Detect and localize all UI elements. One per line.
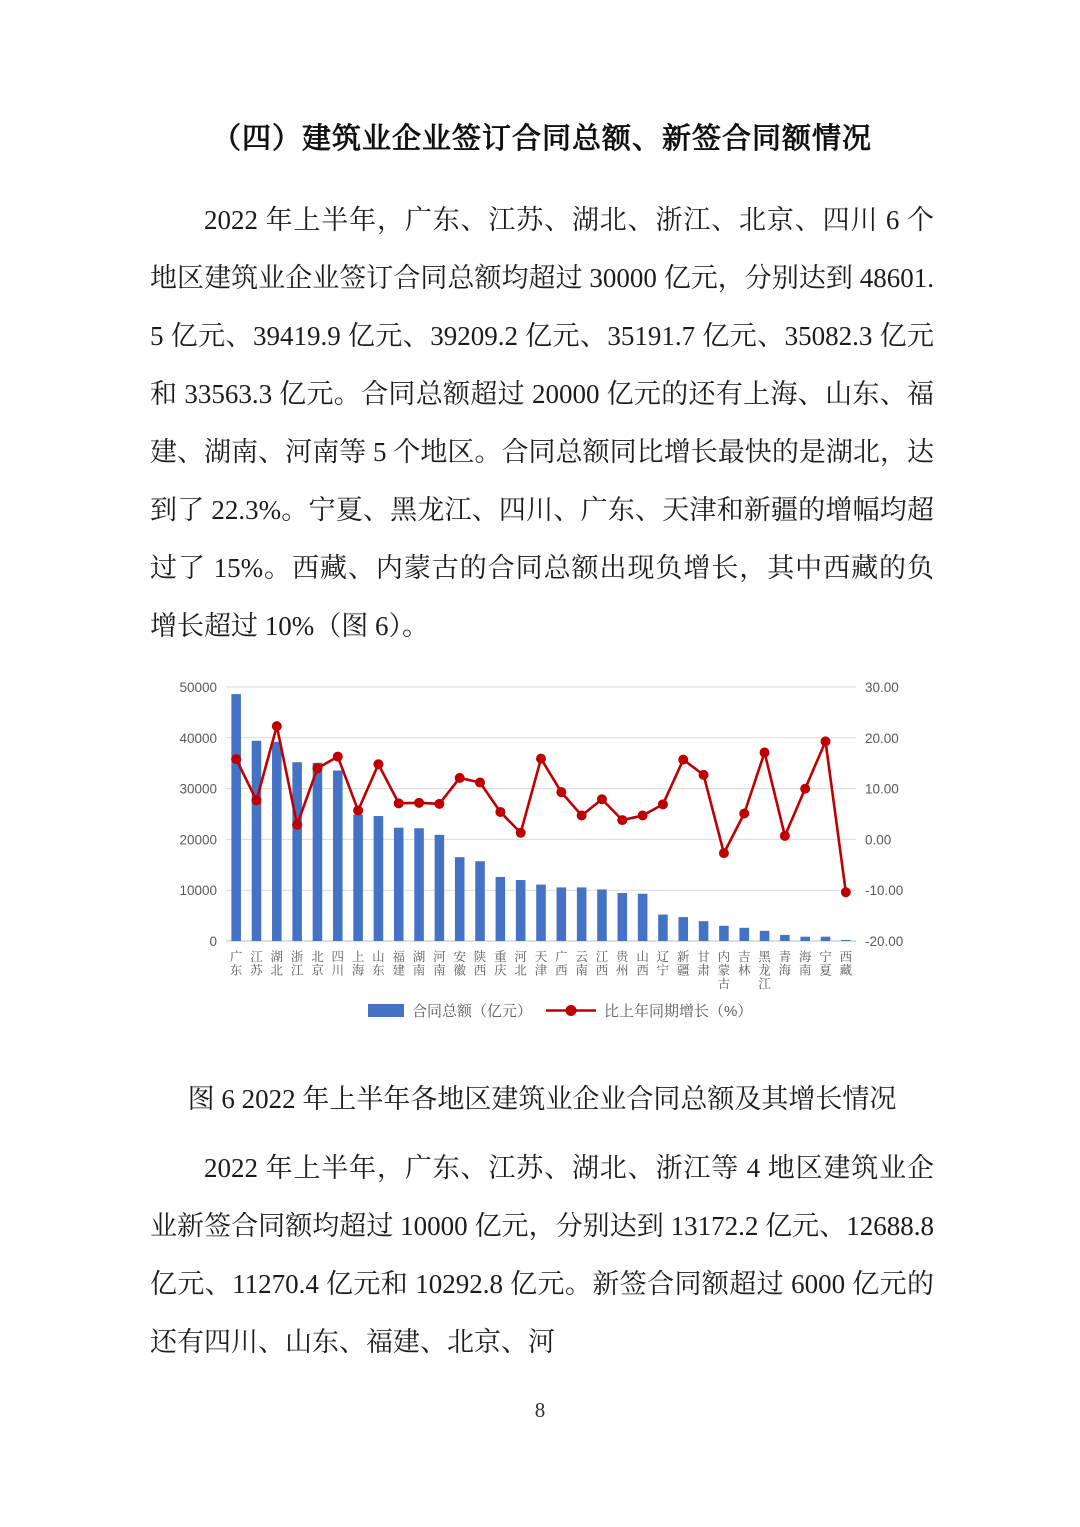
legend-bar-swatch — [368, 1004, 404, 1017]
chart-bar — [353, 815, 363, 941]
chart-bar — [252, 741, 262, 941]
svg-text:30000: 30000 — [179, 781, 217, 797]
chart-line-marker — [678, 755, 688, 765]
chart-line-marker — [699, 770, 709, 780]
chart-line-marker — [414, 798, 424, 808]
chart-x-label: 北京 — [311, 950, 324, 978]
chart-x-label: 安徽 — [453, 950, 466, 978]
legend-line-marker — [566, 1005, 577, 1016]
chart-x-label: 福建 — [392, 950, 405, 978]
chart-x-label: 天津 — [534, 950, 548, 978]
chart-line-series — [231, 721, 851, 897]
chart-line-marker — [821, 736, 831, 746]
page-number: 8 — [534, 1398, 546, 1422]
chart-line-marker — [516, 828, 526, 838]
legend-bar-label: 合同总额（亿元） — [412, 1003, 533, 1020]
chart-bar — [231, 694, 241, 941]
chart-line-marker — [719, 848, 729, 858]
chart-bar — [557, 887, 567, 941]
svg-text:-10.00: -10.00 — [865, 883, 904, 899]
chart-x-label: 吉林 — [737, 950, 751, 978]
chart-bar — [678, 917, 688, 941]
chart-x-label: 湖北 — [270, 950, 284, 978]
chart-x-label: 辽宁 — [656, 950, 670, 978]
chart-x-label: 甘肃 — [697, 950, 710, 978]
chart-right-axis-labels — [865, 680, 903, 949]
svg-text:40000: 40000 — [179, 730, 217, 746]
chart-line-marker — [373, 759, 383, 769]
chart-x-label: 云南 — [575, 950, 588, 978]
chart-bar — [699, 921, 709, 941]
chart-bar — [394, 828, 404, 941]
chart-line-marker — [556, 787, 566, 797]
body-paragraph-1: 2022 年上半年，广东、江苏、湖北、浙江、北京、四川 6 个地区建筑业企业签订合同总额均超过 30000 亿元，分别达到 48601.5 亿元、39419.9 亿元、39209.2 亿元、35191.7 亿元、35082.3 亿元和 33563.3 亿元。合同总额超过 20000 亿元的还有上海、山东、福建、湖南、河南等 5 个地区。合同总额同比增长最快的是湖北，达到了 22.3%。宁夏、黑龙江、四川、广东、天津和新疆的增幅均超过了 15%。西藏、内蒙古的合同总额出现负增长，其中西藏的负增长超过 10%（图 6）。 — [150, 205, 934, 641]
svg-text:20000: 20000 — [179, 832, 217, 848]
chart-line-marker — [760, 748, 770, 758]
combo-chart-svg — [150, 673, 934, 1065]
chart-x-label: 陕西 — [473, 950, 487, 978]
chart-bar — [292, 762, 302, 941]
svg-text:-20.00: -20.00 — [865, 934, 904, 949]
legend-line-label: 比上年同期增长（%） — [604, 1003, 753, 1020]
chart-x-label: 河南 — [433, 950, 446, 978]
chart-bar — [821, 937, 831, 941]
chart-x-label: 新疆 — [677, 950, 690, 978]
chart-x-label: 重庆 — [494, 950, 507, 978]
chart-x-label: 青海 — [778, 950, 792, 978]
chart-x-label: 贵州 — [616, 950, 629, 978]
chart-bar — [516, 880, 526, 941]
chart-bar — [719, 926, 729, 941]
chart-x-label: 广东 — [229, 950, 243, 978]
chart-bar — [780, 935, 790, 941]
chart-x-label: 黑龙江 — [758, 950, 771, 991]
chart-bar — [739, 928, 749, 941]
chart-bar — [414, 828, 424, 941]
chart-line-marker — [434, 799, 444, 809]
chart-bar — [638, 894, 648, 941]
chart-line-marker — [475, 778, 485, 788]
chart-line-marker — [617, 815, 627, 825]
chart-line-marker — [577, 811, 587, 821]
chart-x-label: 四川 — [331, 950, 345, 978]
chart-line — [236, 726, 846, 892]
chart-legend — [368, 1002, 752, 1020]
chart-x-label: 广西 — [555, 950, 568, 978]
chart-line-marker — [739, 808, 749, 818]
figure-caption: 图 6 2022 年上半年各地区建筑业企业合同总额及其增长情况 — [187, 1084, 897, 1114]
chart-line-marker — [597, 794, 607, 804]
chart-bar — [536, 885, 546, 941]
chart-x-label: 河北 — [514, 950, 527, 978]
chart-bar — [597, 889, 607, 941]
chart-bar — [455, 857, 465, 941]
chart-bar — [800, 937, 810, 941]
svg-text:50000: 50000 — [179, 680, 217, 695]
chart-bar — [496, 877, 506, 941]
chart-line-marker — [231, 754, 241, 764]
chart-line-marker — [333, 752, 343, 762]
chart-bar-series — [231, 694, 850, 941]
svg-text:10000: 10000 — [179, 883, 217, 899]
body-paragraph-2: 2022 年上半年，广东、江苏、湖北、浙江等 4 地区建筑业企业新签合同额均超过 10000 亿元，分别达到 13172.2 亿元、12688.8 亿元、11270.4 亿元和 10292.8 亿元。新签合同额超过 6000 亿元的还有四川、山东、福建、北京、河 — [150, 1153, 934, 1357]
chart-line-marker — [800, 784, 810, 794]
chart-bar — [841, 940, 851, 941]
chart-x-label: 江西 — [595, 950, 609, 978]
chart-x-label: 湖南 — [412, 950, 426, 978]
chart-bar — [333, 770, 343, 941]
chart-x-label: 西藏 — [839, 950, 853, 978]
chart-line-marker — [495, 807, 505, 817]
chart-line-marker — [780, 831, 790, 841]
chart-line-marker — [394, 798, 404, 808]
chart-bar — [618, 893, 628, 941]
chart-bar — [313, 763, 323, 941]
chart-line-marker — [272, 721, 282, 731]
chart-line-marker — [312, 763, 322, 773]
chart-bar — [435, 835, 445, 941]
chart-bar — [374, 816, 384, 941]
section-title: （四）建筑业企业签订合同总额、新签合同额情况 — [211, 123, 872, 155]
chart-line-marker — [638, 811, 648, 821]
chart-x-label: 海南 — [798, 950, 812, 978]
chart-x-label: 江苏 — [250, 950, 263, 978]
svg-text:0: 0 — [209, 934, 217, 949]
svg-text:20.00: 20.00 — [865, 730, 899, 746]
chart-bar — [658, 915, 668, 941]
svg-text:10.00: 10.00 — [865, 781, 899, 797]
chart-x-label: 上海 — [351, 950, 365, 978]
chart-line-marker — [353, 805, 363, 815]
chart-bar — [475, 861, 485, 941]
chart-x-label: 山东 — [372, 950, 385, 978]
chart-x-label: 宁夏 — [819, 950, 832, 978]
chart-bar — [272, 742, 282, 941]
chart-x-labels — [230, 949, 853, 991]
chart-bar — [577, 887, 587, 941]
chart-x-label: 内蒙古 — [717, 950, 731, 991]
chart-line-marker — [251, 795, 261, 805]
chart-line-marker — [455, 773, 465, 783]
chart-bar — [760, 931, 770, 941]
figure-6-chart — [150, 673, 934, 1065]
chart-line-marker — [536, 754, 546, 764]
chart-line-marker — [292, 820, 302, 830]
chart-line-marker — [658, 799, 668, 809]
chart-left-axis-labels — [179, 680, 217, 949]
svg-text:0.00: 0.00 — [865, 832, 892, 848]
chart-line-marker — [841, 887, 851, 897]
chart-x-label: 浙江 — [290, 950, 304, 978]
svg-text:30.00: 30.00 — [865, 680, 899, 695]
chart-x-label: 山西 — [636, 950, 649, 978]
